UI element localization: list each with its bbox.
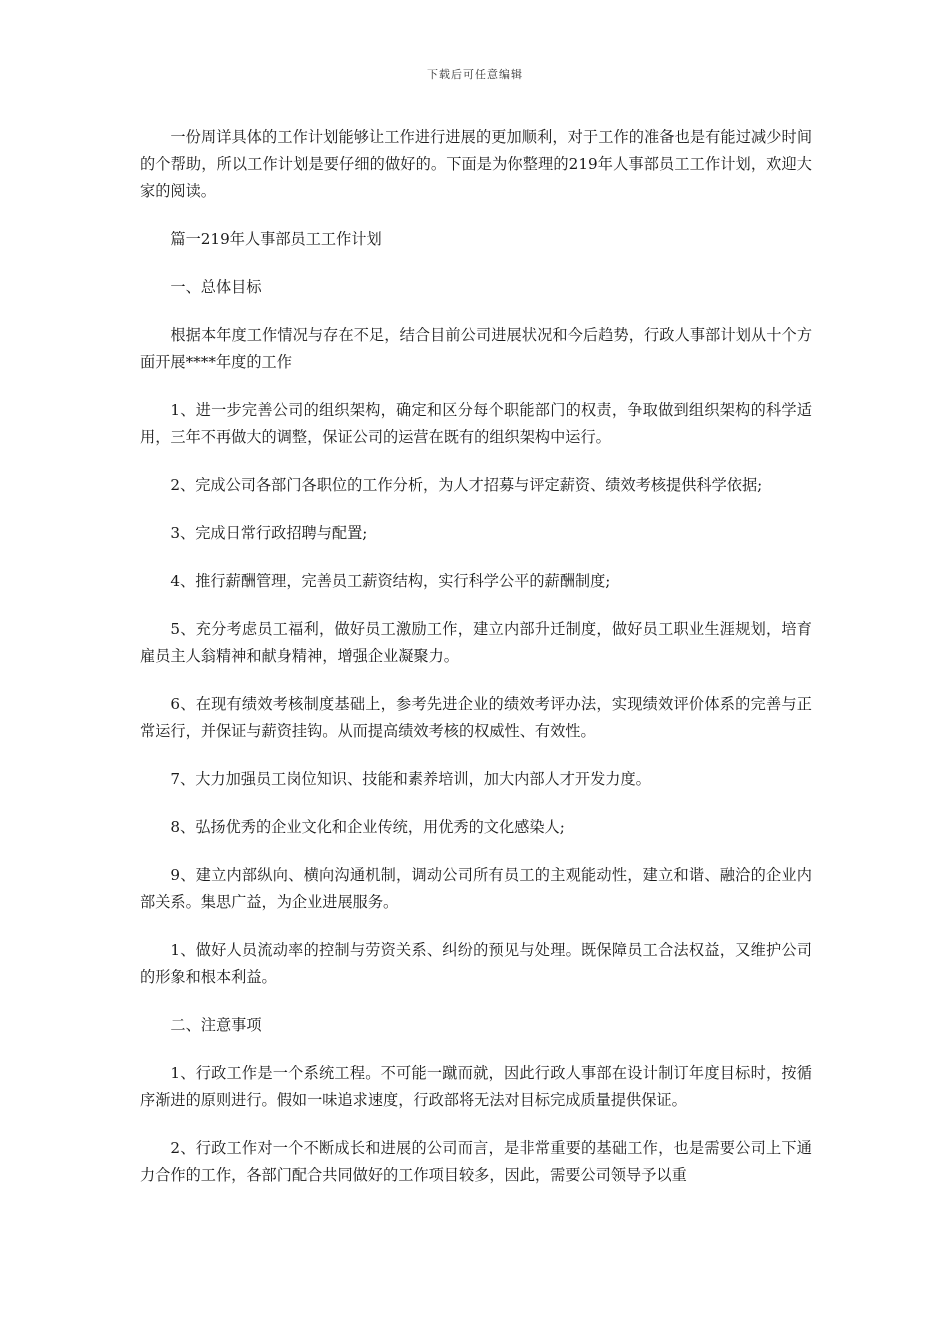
goals-intro-paragraph: 根据本年度工作情况与存在不足，结合目前公司进展状况和今后趋势，行政人事部计划从十个方面开展****年度的工作 bbox=[140, 326, 812, 371]
intro-paragraph: 一份周详具体的工作计划能够让工作进行进展的更加顺利，对于工作的准备也是有能过减少时间的个帮助，所以工作计划是要仔细的做好的。下面是为你整理的219年人事部员工工作计划，欢迎大家的阅读。 bbox=[140, 128, 812, 200]
list-item: 8、弘扬优秀的企业文化和企业传统，用优秀的文化感染人; bbox=[170, 818, 565, 836]
section-heading-goals: 一、总体目标 bbox=[170, 278, 262, 296]
list-item: 9、建立内部纵向、横向沟通机制，调动公司所有员工的主观能动性，建立和谐、融洽的企业内部关系。集思广益，为企业进展服务。 bbox=[140, 866, 812, 911]
list-item: 1、进一步完善公司的组织架构，确定和区分每个职能部门的权责，争取做到组织架构的科学适用，三年不再做大的调整，保证公司的运营在既有的组织架构中运行。 bbox=[140, 401, 812, 446]
article-title: 篇一219年人事部员工工作计划 bbox=[170, 230, 382, 248]
list-item: 2、完成公司各部门各职位的工作分析，为人才招募与评定薪资、绩效考核提供科学依据; bbox=[170, 476, 763, 494]
list-item: 6、在现有绩效考核制度基础上，参考先进企业的绩效考评办法，实现绩效评价体系的完善与正常运行，并保证与薪资挂钩。从而提高绩效考核的权威性、有效性。 bbox=[140, 695, 812, 740]
page-header: 下载后可任意编辑 bbox=[427, 68, 523, 81]
list-item: 1、做好人员流动率的控制与劳资关系、纠纷的预见与处理。既保障员工合法权益，又维护公司的形象和根本利益。 bbox=[140, 941, 812, 986]
section-heading-notes: 二、注意事项 bbox=[170, 1016, 262, 1034]
document-body bbox=[140, 124, 812, 1210]
list-item: 7、大力加强员工岗位知识、技能和素养培训，加大内部人才开发力度。 bbox=[170, 770, 651, 788]
list-item: 4、推行薪酬管理，完善员工薪资结构，实行科学公平的薪酬制度; bbox=[170, 572, 611, 590]
list-item: 1、行政工作是一个系统工程。不可能一蹴而就，因此行政人事部在设计制订年度目标时，按循序渐进的原则进行。假如一味追求速度，行政部将无法对目标完成质量提供保证。 bbox=[140, 1064, 812, 1109]
list-item: 3、完成日常行政招聘与配置; bbox=[170, 524, 368, 542]
list-item: 5、充分考虑员工福利，做好员工激励工作，建立内部升迁制度，做好员工职业生涯规划，培育雇员主人翁精神和献身精神，增强企业凝聚力。 bbox=[140, 620, 812, 665]
list-item: 2、行政工作对一个不断成长和进展的公司而言，是非常重要的基础工作，也是需要公司上下通力合作的工作，各部门配合共同做好的工作项目较多，因此，需要公司领导予以重 bbox=[140, 1139, 812, 1184]
